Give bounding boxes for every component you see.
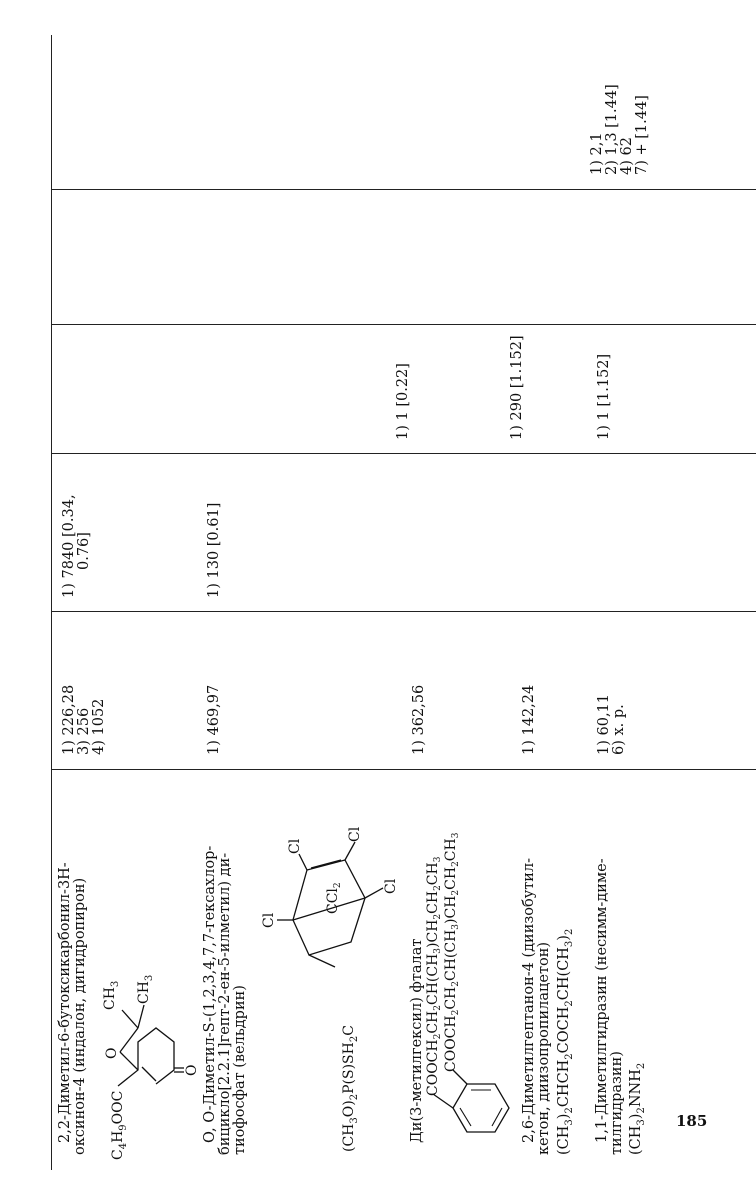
name-line: 2,6-Диметилгептанон-4 (диизобутил- <box>521 857 537 1143</box>
page-number: 185 <box>676 1112 708 1130</box>
structure-indalon <box>92 900 200 1160</box>
column-divider <box>51 769 756 770</box>
cell-value: 1) 7840 [0.34, <box>61 494 77 598</box>
veldrin-cl: Cl <box>261 912 277 928</box>
name-line: 2,2-Диметил-6-бутоксикарбонил-3Н- <box>57 862 73 1143</box>
name-line: оксинон-4 (индалон, дигидропирон) <box>72 877 88 1155</box>
table-top-rule <box>51 35 52 1170</box>
cell-value: 1) 130 [0.61] <box>206 502 222 598</box>
indalon-ch3-a: $CH_3$ <box>102 980 121 1010</box>
cell-value: 4) 62 <box>619 137 635 175</box>
col6-cell <box>590 84 650 175</box>
veldrin-ccl2: CCl$_2$ <box>325 882 343 914</box>
formula-dimethylhydrazine: $(CH_3)_2NNH_2$ <box>628 1062 647 1155</box>
name-line <box>595 825 610 1155</box>
name-line: тилгидразин) <box>609 1051 625 1155</box>
indalon-ester-label: $C_4H_9OOC$ <box>110 1090 129 1160</box>
name-line-text: 1,1-Диметилгидразин (несимм-диме- <box>594 858 610 1143</box>
cell-value: 0.76] <box>76 532 92 570</box>
veldrin-cl: Cl <box>347 826 363 842</box>
phthalate-ester-bottom: $COOCH_2CH_2CH(CH_3)CH_2CH_2CH_3$ <box>443 832 461 1072</box>
indalon-keto-oxygen: O <box>184 1064 200 1076</box>
cell-value: 2) 1,3 [1.44] <box>604 84 620 175</box>
phthalate-ester-top: $COOCH_2CH_2CH(CH_3)CH_2CH_2CH_3$ <box>425 856 443 1096</box>
name-line: бицикло[2.2.1]гепт-2-ен-5-илметил) ди- <box>217 852 233 1155</box>
cell-value: 1) 60,11 <box>596 693 612 755</box>
cell-value: 6) х. р. <box>611 704 627 755</box>
veldrin-substituent: $(CH_3O)_2P(S)SH_2C$ <box>341 1025 360 1152</box>
structure-phthalate <box>425 760 535 1160</box>
column-divider <box>51 189 756 190</box>
name-line: кетон, диизопропилацетон) <box>536 941 552 1155</box>
indalon-ch3-b: $CH_3$ <box>136 974 155 1004</box>
cell-value: 1) 290 [1.152] <box>509 335 525 440</box>
veldrin-cl: Cl <box>383 878 399 894</box>
indalon-ring-oxygen: O <box>104 1047 120 1059</box>
cell-value: 1) 2,1 <box>589 132 605 175</box>
column-divider <box>51 324 756 325</box>
column-divider <box>51 453 756 454</box>
cell-value: 7) + [1.44] <box>634 95 650 175</box>
cell-value: 1) 142,24 <box>521 684 537 755</box>
compound-name-phthalate <box>410 825 425 1155</box>
name-line: O, O-Диметил-S-(1,2,3,4,7,7-гексахлор- <box>202 845 218 1143</box>
name-line: Ди(3-метилгексил) фталат <box>409 938 425 1143</box>
cell-value: 1) 1 [1.152] <box>596 353 612 440</box>
molar-mass-cell <box>597 694 627 755</box>
cell-value: 1) 469,97 <box>206 684 222 755</box>
veldrin-cl: Cl <box>287 838 303 854</box>
col3-cell <box>207 503 222 598</box>
column-divider <box>51 611 756 612</box>
molar-mass-cell <box>412 685 427 755</box>
formula-diisobutylketone: $(CH_3)_2CHCH_2COCH_2CH(CH_3)_2$ <box>556 928 575 1155</box>
structure-veldrin <box>255 780 405 1160</box>
cell-value: 4) 1052 <box>91 698 107 755</box>
compound-name-diisobutylketone <box>522 825 552 1155</box>
cell-value: 3) 256 <box>76 707 92 755</box>
molar-mass-cell <box>522 685 537 755</box>
col4-cell <box>597 354 612 440</box>
molar-mass-cell <box>62 685 107 755</box>
compound-name-indalon <box>58 825 88 1155</box>
compound-name-veldrin <box>203 825 248 1155</box>
cell-value: 1) 226,28 <box>61 684 77 755</box>
cell-value: 1) 362,56 <box>411 684 427 755</box>
col4-cell <box>396 363 411 440</box>
compound-name-dimethylhydrazine <box>595 825 625 1155</box>
cell-value: 1) 1 [0.22] <box>395 363 411 440</box>
molar-mass-cell <box>207 685 222 755</box>
name-line: тиофосфат (вельдрин) <box>232 985 248 1155</box>
col3-cell <box>62 494 92 598</box>
col4-cell <box>510 335 525 440</box>
